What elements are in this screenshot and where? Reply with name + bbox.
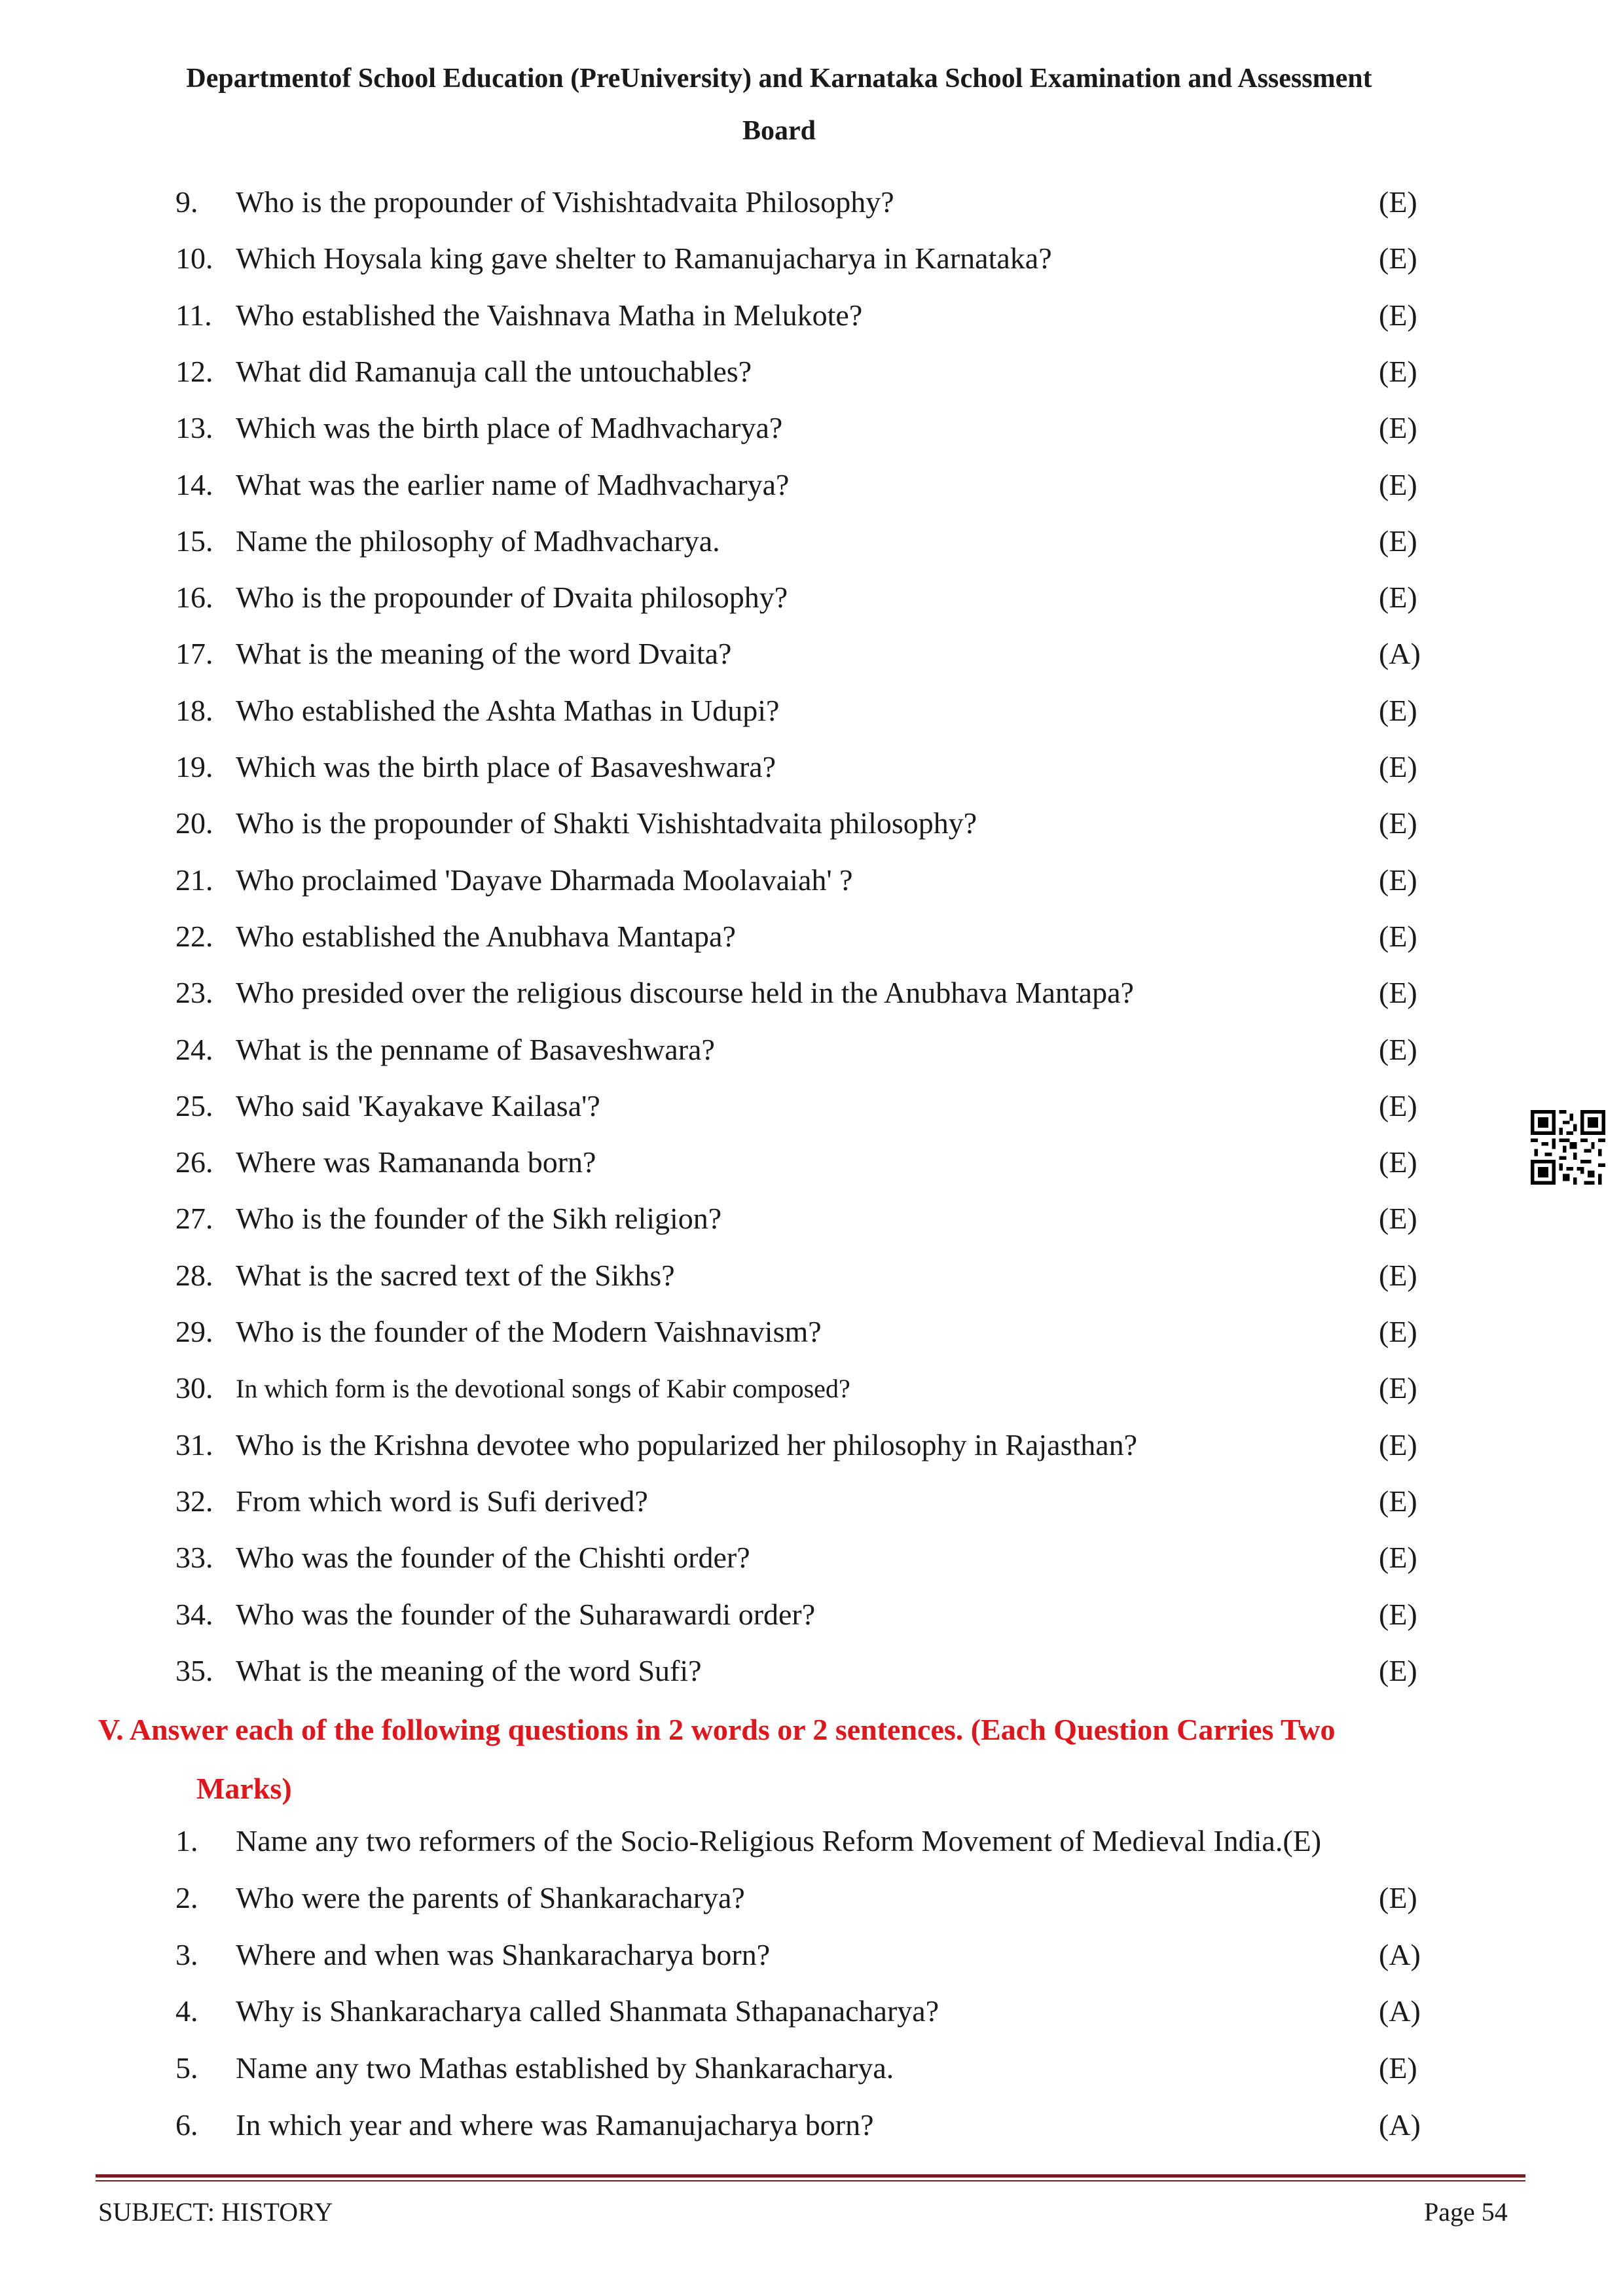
question-text: Who is the Krishna devotee who popularized her philosophy in Rajasthan?	[236, 1427, 1138, 1462]
question-row	[0, 467, 1623, 507]
difficulty-level: (A)	[1379, 1994, 1421, 2028]
question-text: Why is Shankaracharya called Shanmata Sthapanacharya?	[236, 1994, 939, 2028]
question-number: 19.	[175, 750, 213, 783]
question-number: 1.	[175, 1824, 198, 1857]
difficulty-level: (E)	[1379, 1597, 1417, 1631]
question-row	[0, 410, 1623, 450]
difficulty-level: (E)	[1379, 298, 1417, 332]
difficulty-level: (E)	[1379, 976, 1417, 1010]
question-row	[0, 2108, 1623, 2147]
question-row	[0, 1427, 1623, 1467]
difficulty-level: (A)	[1379, 1937, 1421, 1971]
question-text: What is the penname of Basaveshwara?	[236, 1032, 715, 1066]
difficulty-level: (E)	[1379, 1880, 1417, 1914]
question-row	[0, 975, 1623, 1014]
difficulty-level: (E)	[1379, 693, 1417, 727]
question-text: Who were the parents of Shankaracharya?	[236, 1880, 745, 1914]
question-text: What is the sacred text of the Sikhs?	[236, 1258, 675, 1292]
question-text: Which was the birth place of Basaveshwara?	[236, 750, 776, 783]
footer-rule-thin	[96, 2180, 1525, 2181]
question-number: 22.	[175, 919, 213, 953]
question-text: Who proclaimed 'Dayave Dharmada Moolavaiah' ?	[236, 863, 853, 897]
question-row	[0, 2051, 1623, 2090]
question-number: 25.	[175, 1088, 213, 1122]
question-row	[0, 1880, 1623, 1920]
question-text: Who presided over the religious discourse held in the Anubhava Mantapa?	[236, 976, 1134, 1010]
question-number: 4.	[175, 1994, 198, 2028]
question-number: 14.	[175, 467, 213, 501]
section-v-heading: V. Answer each of the following questions in 2 words or 2 sentences. (Each Question Carries Two	[98, 1713, 1336, 1746]
question-number: 24.	[175, 1032, 213, 1066]
difficulty-level: (E)	[1379, 750, 1417, 783]
question-number: 17.	[175, 637, 213, 671]
question-number: 35.	[175, 1653, 213, 1687]
difficulty-level: (A)	[1379, 2108, 1421, 2142]
question-text: Who is the propounder of Shakti Vishishtadvaita philosophy?	[236, 806, 977, 840]
question-text: From which word is Sufi derived?	[236, 1484, 648, 1518]
question-number: 28.	[175, 1258, 213, 1292]
question-text: Who is the propounder of Vishishtadvaita Philosophy?	[236, 185, 894, 219]
question-row	[0, 298, 1623, 337]
question-number: 27.	[175, 1202, 213, 1236]
question-row	[0, 1258, 1623, 1297]
question-text: Who is the founder of the Sikh religion?	[236, 1202, 722, 1236]
question-number: 11.	[175, 298, 212, 332]
question-row	[0, 919, 1623, 958]
question-row	[0, 1371, 1623, 1410]
difficulty-level: (E)	[1379, 1032, 1417, 1066]
question-row	[0, 749, 1623, 789]
question-number: 10.	[175, 242, 213, 276]
question-text: What is the meaning of the word Sufi?	[236, 1653, 702, 1687]
question-text: What is the meaning of the word Dvaita?	[236, 637, 732, 671]
page-header-line1: Departmentof School Education (PreUniversity) and Karnataka School Examination and Assessment	[186, 63, 1372, 94]
question-row	[0, 863, 1623, 902]
question-text: Who established the Ashta Mathas in Udupi?	[236, 693, 780, 727]
question-number: 31.	[175, 1427, 213, 1462]
question-number: 32.	[175, 1484, 213, 1518]
question-row	[0, 1823, 1623, 1863]
footer-page-number: Page 54	[1424, 2197, 1508, 2227]
question-number: 13.	[175, 411, 213, 445]
question-row	[0, 1484, 1623, 1523]
question-row	[0, 1088, 1623, 1128]
difficulty-level: (E)	[1379, 1427, 1417, 1462]
question-row	[0, 1201, 1623, 1240]
question-text: In which year and where was Ramanujacharya born?	[236, 2108, 874, 2142]
question-text: Who was the founder of the Suharawardi order?	[236, 1597, 816, 1631]
question-text: Name any two Mathas established by Shankaracharya.	[236, 2051, 894, 2085]
difficulty-level: (E)	[1379, 919, 1417, 953]
question-text: Where was Ramananda born?	[236, 1145, 596, 1179]
question-number: 33.	[175, 1541, 213, 1575]
question-row	[0, 1145, 1623, 1184]
difficulty-level: (E)	[1379, 1653, 1417, 1687]
question-number: 12.	[175, 354, 213, 388]
difficulty-level: (E)	[1379, 354, 1417, 388]
difficulty-level: (E)	[1379, 1145, 1417, 1179]
question-number: 23.	[175, 976, 213, 1010]
footer-subject: SUBJECT: HISTORY	[98, 2197, 333, 2227]
question-text: Who established the Anubhava Mantapa?	[236, 919, 736, 953]
question-number: 5.	[175, 2051, 198, 2085]
question-text: Name the philosophy of Madhvacharya.	[236, 524, 720, 558]
question-row	[0, 1032, 1623, 1071]
question-row	[0, 185, 1623, 224]
question-text: Who was the founder of the Chishti order?	[236, 1541, 750, 1575]
difficulty-level: (E)	[1379, 863, 1417, 897]
question-row	[0, 524, 1623, 563]
difficulty-level: (E)	[1379, 185, 1417, 219]
question-text: Name any two reformers of the Socio-Religious Reform Movement of Medieval India.(E)	[236, 1824, 1322, 1857]
difficulty-level: (E)	[1379, 1202, 1417, 1236]
question-number: 18.	[175, 693, 213, 727]
difficulty-level: (E)	[1379, 806, 1417, 840]
question-number: 3.	[175, 1937, 198, 1971]
question-row	[0, 1653, 1623, 1693]
difficulty-level: (E)	[1379, 1315, 1417, 1348]
question-text: Who is the founder of the Modern Vaishnavism?	[236, 1315, 822, 1348]
question-number: 29.	[175, 1315, 213, 1348]
question-row	[0, 1597, 1623, 1636]
difficulty-level: (A)	[1379, 637, 1421, 671]
question-text: Who established the Vaishnava Matha in Melukote?	[236, 298, 863, 332]
qr-code-icon	[1531, 1110, 1605, 1185]
question-number: 30.	[175, 1371, 213, 1405]
difficulty-level: (E)	[1379, 1541, 1417, 1575]
question-text: In which form is the devotional songs of Kabir composed?	[236, 1374, 850, 1404]
question-text: Where and when was Shankaracharya born?	[236, 1937, 771, 1971]
difficulty-level: (E)	[1379, 581, 1417, 615]
difficulty-level: (E)	[1379, 1371, 1417, 1405]
question-text: Who said 'Kayakave Kailasa'?	[236, 1088, 600, 1122]
question-text: Which Hoysala king gave shelter to Ramanujacharya in Karnataka?	[236, 242, 1052, 276]
question-text: What did Ramanuja call the untouchables?	[236, 354, 752, 388]
page-header-line2: Board	[742, 116, 816, 146]
footer-rule-thick	[96, 2174, 1525, 2178]
difficulty-level: (E)	[1379, 411, 1417, 445]
question-row	[0, 1314, 1623, 1354]
question-row	[0, 241, 1623, 280]
question-number: 6.	[175, 2108, 198, 2142]
question-row	[0, 1540, 1623, 1579]
question-row	[0, 580, 1623, 619]
question-text: Which was the birth place of Madhvacharya?	[236, 411, 783, 445]
question-number: 34.	[175, 1597, 213, 1631]
question-row	[0, 636, 1623, 675]
difficulty-level: (E)	[1379, 242, 1417, 276]
difficulty-level: (E)	[1379, 2051, 1417, 2085]
question-number: 2.	[175, 1880, 198, 1914]
question-row	[0, 693, 1623, 732]
question-row	[0, 1937, 1623, 1977]
question-number: 15.	[175, 524, 213, 558]
question-number: 26.	[175, 1145, 213, 1179]
question-number: 16.	[175, 581, 213, 615]
difficulty-level: (E)	[1379, 1258, 1417, 1292]
question-row	[0, 354, 1623, 393]
question-row	[0, 1994, 1623, 2033]
question-text: Who is the propounder of Dvaita philosophy?	[236, 581, 788, 615]
question-number: 9.	[175, 185, 198, 219]
difficulty-level: (E)	[1379, 524, 1417, 558]
difficulty-level: (E)	[1379, 1088, 1417, 1122]
difficulty-level: (E)	[1379, 1484, 1417, 1518]
question-number: 21.	[175, 863, 213, 897]
question-row	[0, 806, 1623, 845]
question-text: What was the earlier name of Madhvacharya?	[236, 467, 790, 501]
section-v-heading-cont: Marks)	[196, 1772, 292, 1805]
difficulty-level: (E)	[1379, 467, 1417, 501]
question-number: 20.	[175, 806, 213, 840]
